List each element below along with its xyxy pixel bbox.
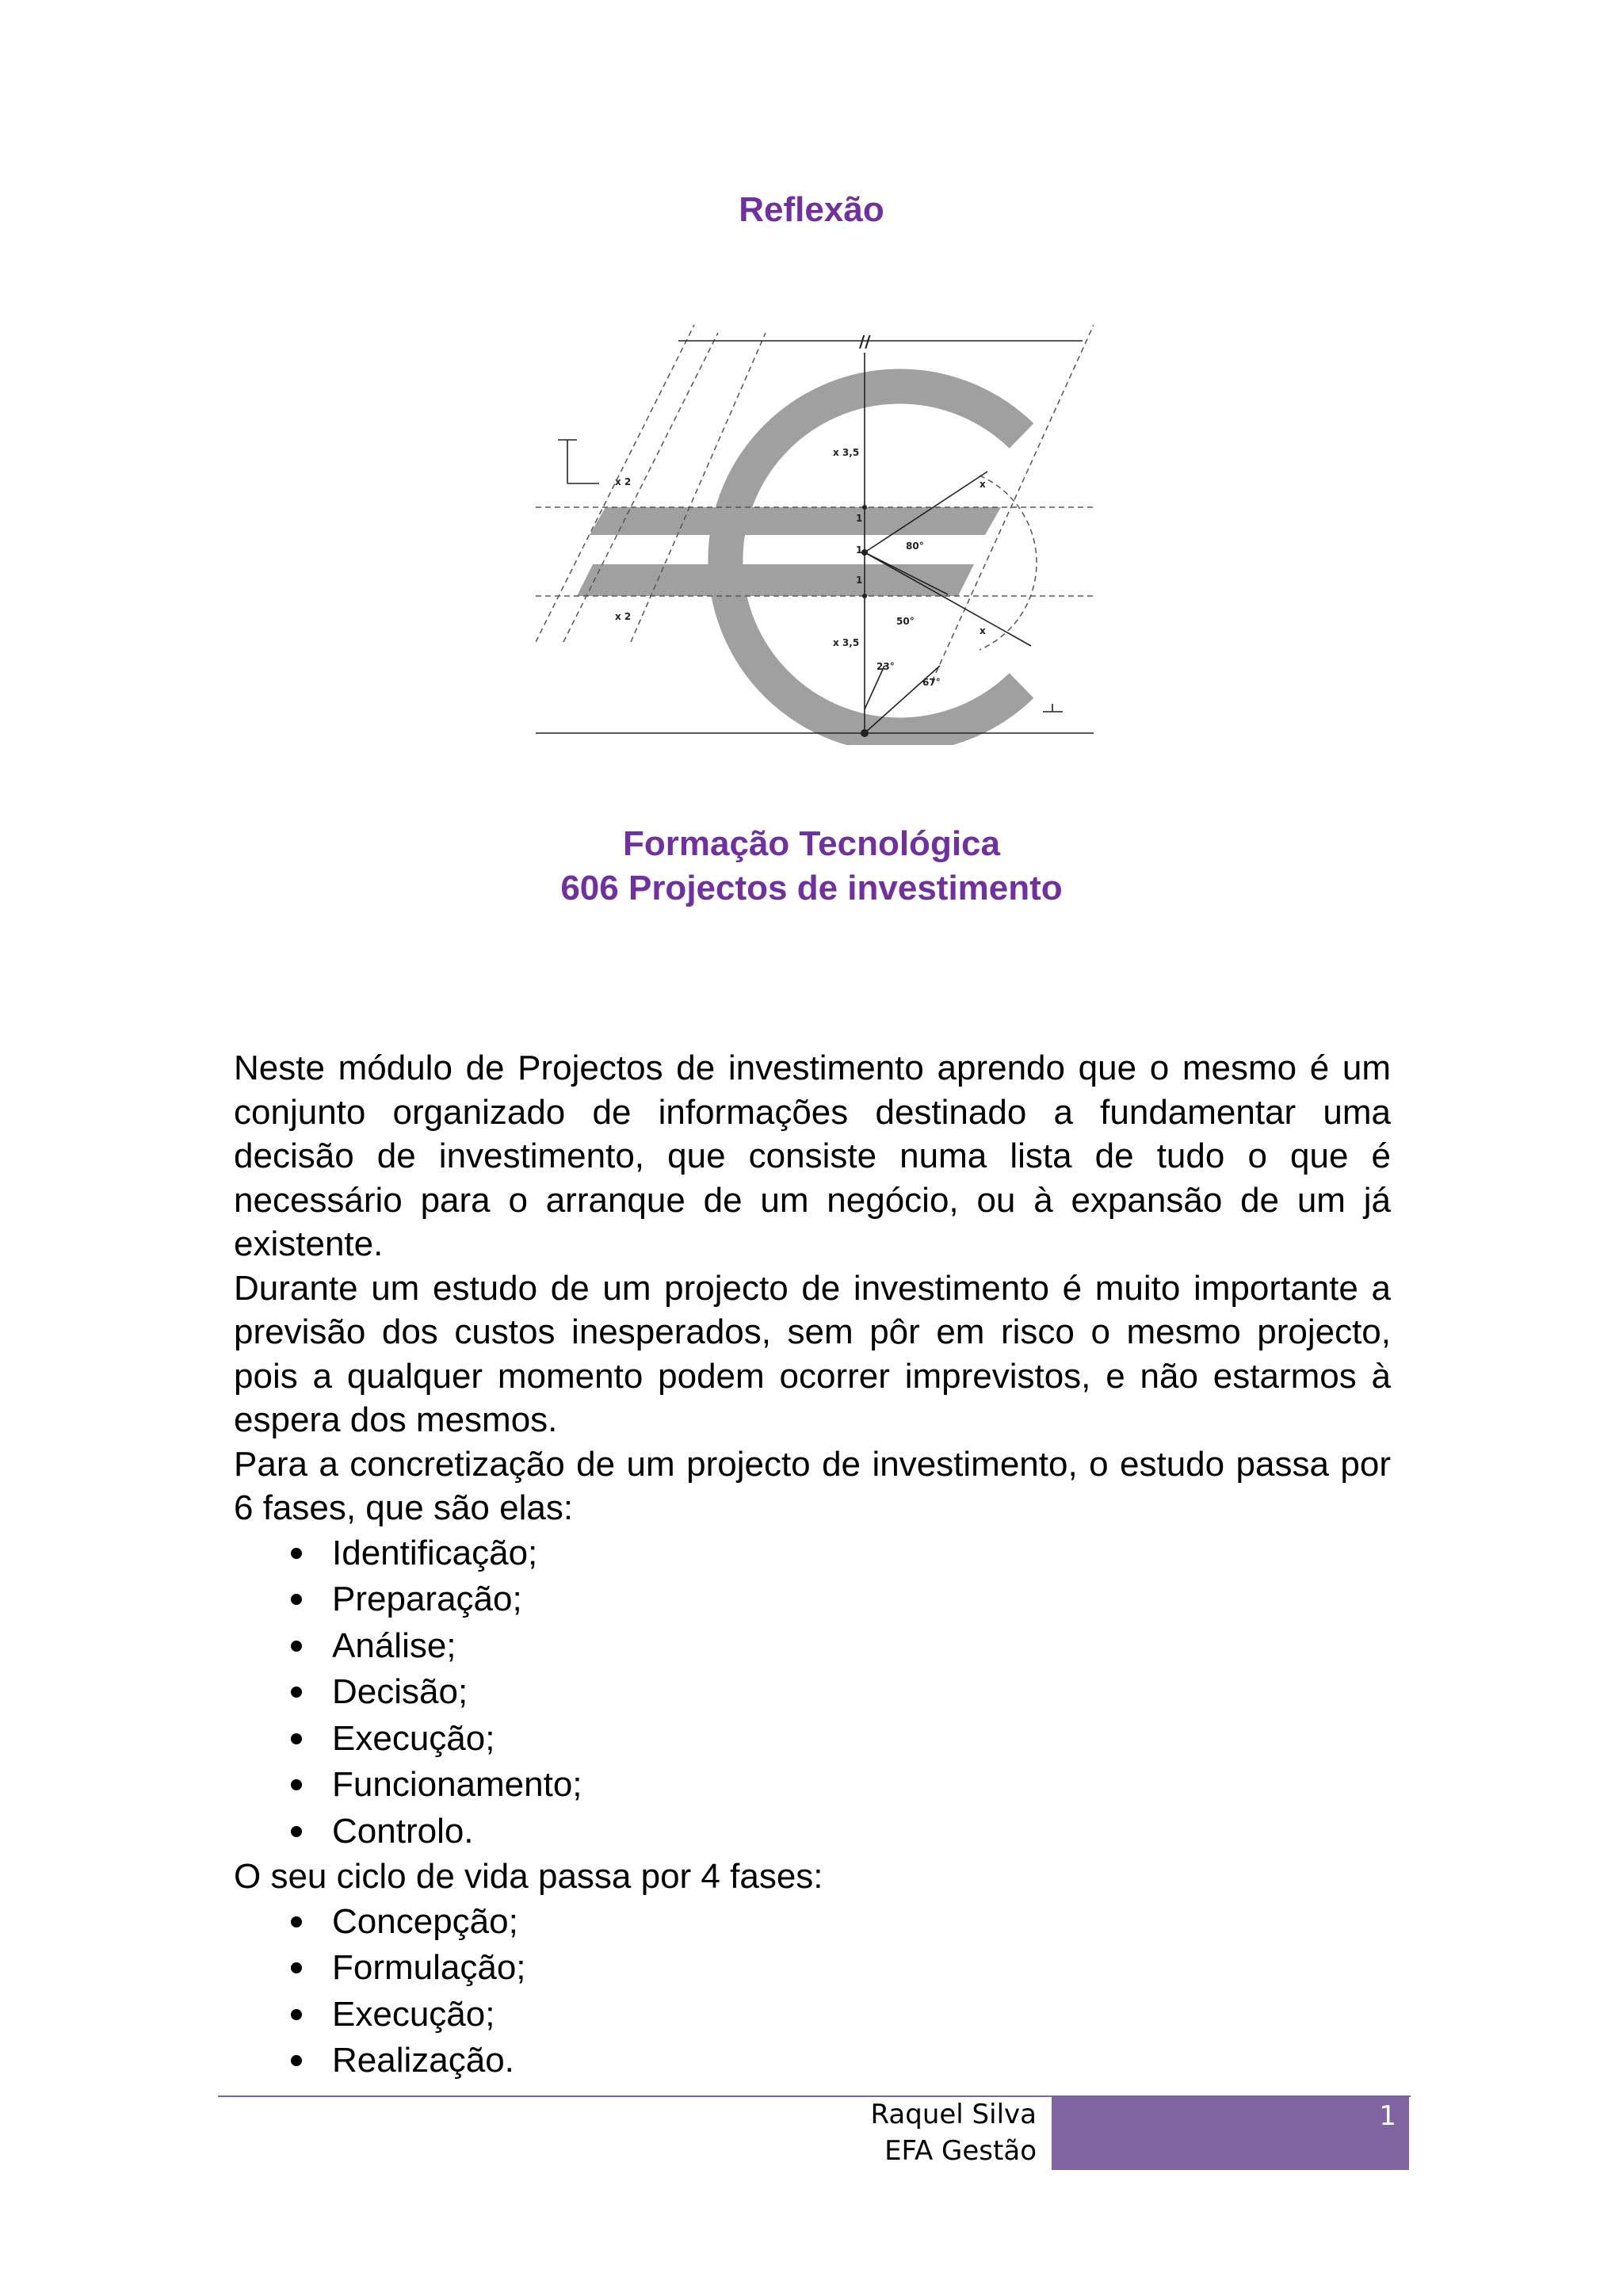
page-number: 1 — [1379, 2100, 1396, 2132]
paragraph-life-cycle-intro: O seu ciclo de vida passa por 4 fases: — [234, 1857, 823, 1896]
label-x35-bottom: x 3,5 — [833, 637, 860, 648]
list-item: Funcionamento; — [234, 1762, 1391, 1809]
module-title: 606 Projectos de investimento — [560, 869, 1063, 907]
bullet-icon — [291, 1779, 302, 1790]
list-item: Preparação; — [234, 1576, 1391, 1623]
euro-symbol-drawing — [536, 317, 1094, 745]
paragraph-intro: Neste módulo de Projectos de investimento aprendo que o mesmo é um conjunto organizado de informações destinado a fundamentar uma decisão de investimento, que consiste numa lista de tudo o que é necessário para o arranque de um negócio, ou à expansão de um já existente. — [234, 1049, 1391, 1263]
label-1-c: 1 — [856, 575, 863, 586]
module-heading: Formação Tecnológica — [623, 824, 1000, 863]
bullet-icon — [291, 1826, 302, 1837]
bullet-icon — [291, 2009, 302, 2020]
euro-construction-diagram — [536, 317, 1094, 745]
label-x35-top: x 3,5 — [833, 447, 860, 458]
list-item: Decisão; — [234, 1669, 1391, 1716]
euro-ring — [725, 387, 1022, 735]
construction-guides — [536, 325, 1094, 682]
label-67deg: 67° — [922, 677, 941, 688]
label-x-lower: x — [980, 625, 986, 636]
list-item: Identificação; — [234, 1530, 1391, 1577]
label-x2-top: x 2 — [615, 476, 632, 487]
bullet-icon — [291, 1594, 302, 1605]
page-title: Reflexão — [739, 190, 884, 229]
list-item: Análise; — [234, 1623, 1391, 1670]
paragraph-phases-intro: Para a concretização de um projecto de investimento, o estudo passa por 6 fases, que são elas: — [234, 1444, 1391, 1527]
list-item: Execução; — [234, 1992, 1391, 2038]
bullet-icon — [291, 1687, 302, 1698]
label-1-a: 1 — [856, 513, 863, 524]
bullet-icon — [291, 1548, 302, 1559]
label-parallel: // — [859, 332, 871, 351]
label-50deg: 50° — [896, 616, 915, 627]
label-80deg: 80° — [906, 541, 924, 552]
label-23deg: 23° — [876, 661, 895, 672]
list-item: Controlo. — [234, 1809, 1391, 1855]
bullet-icon — [291, 1916, 302, 1927]
body-text — [234, 1046, 1391, 2084]
euro-upper-bar — [590, 507, 1001, 535]
label-1-b: 1 — [856, 544, 863, 556]
bullet-icon — [291, 1962, 302, 1973]
bullet-icon — [291, 1733, 302, 1744]
label-x2-bottom: x 2 — [615, 611, 632, 622]
phases-list — [234, 1530, 1391, 1855]
list-item: Concepção; — [234, 1899, 1391, 1946]
list-item: Realização. — [234, 2038, 1391, 2084]
paragraph-costs: Durante um estudo de um projecto de investimento é muito importante a previsão dos custos inesperados, sem pôr em risco o mesmo projecto, pois a qualquer momento podem ocorrer imprevistos, e não estarmos à espera dos mesmos. — [234, 1268, 1391, 1439]
list-item: Formulação; — [234, 1945, 1391, 1992]
bullet-icon — [291, 2055, 302, 2066]
life-cycle-list — [234, 1899, 1391, 2084]
list-item: Execução; — [234, 1716, 1391, 1763]
footer-page-box — [1052, 2097, 1409, 2170]
footer-course: EFA Gestão — [884, 2135, 1037, 2167]
bullet-icon — [291, 1641, 302, 1652]
footer-author: Raquel Silva — [870, 2099, 1037, 2130]
label-x-upper: x — [980, 479, 986, 490]
